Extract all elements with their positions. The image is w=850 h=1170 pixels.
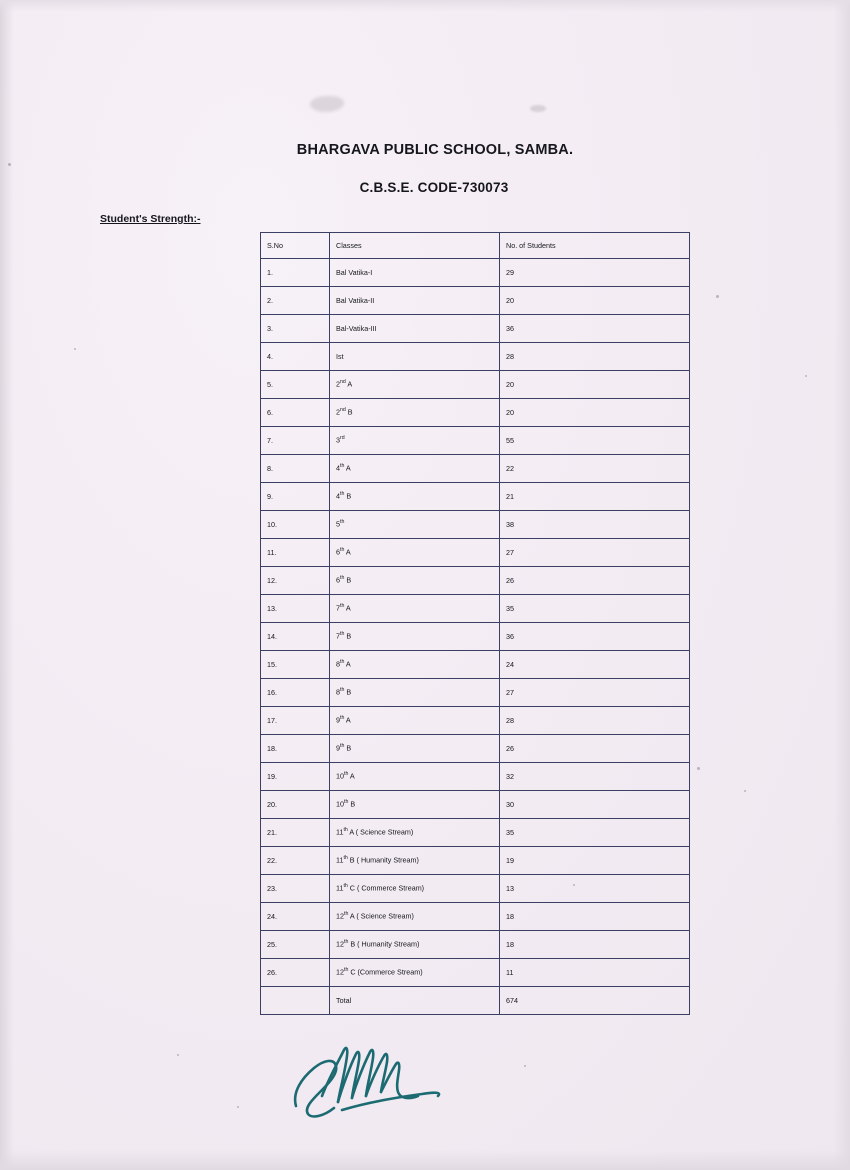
cell-class: 10th A [330,763,500,791]
table-row [261,651,690,679]
cell-sno: 13. [261,595,330,623]
cell-class: 4th B [330,483,500,511]
cell-sno: 2. [261,287,330,315]
cell-student-count: 28 [500,343,690,371]
column-header-classes: Classes [330,233,500,259]
table-row [261,987,690,1015]
cell-sno: 14. [261,623,330,651]
column-header-sno: S.No [261,233,330,259]
cell-class: 12th B ( Humanity Stream) [330,931,500,959]
scan-smudge-icon [530,105,546,112]
cell-student-count: 18 [500,903,690,931]
cell-sno: 9. [261,483,330,511]
cell-sno: 25. [261,931,330,959]
cell-student-count: 19 [500,847,690,875]
table-row [261,287,690,315]
cell-class: 11th A ( Science Stream) [330,819,500,847]
cell-sno: 8. [261,455,330,483]
cell-sno: 15. [261,651,330,679]
table-row [261,259,690,287]
cell-student-count: 18 [500,931,690,959]
scan-speck-icon [177,1054,179,1056]
cell-class: Bal Vatika-I [330,259,500,287]
cbse-code-heading: C.B.S.E. CODE-730073 [359,180,509,195]
cell-student-count: 22 [500,455,690,483]
school-name-heading: BHARGAVA PUBLIC SCHOOL, SAMBA. [296,142,574,158]
table-row [261,371,690,399]
cell-class: 7th A [330,595,500,623]
cell-student-count: 35 [500,595,690,623]
cell-class: 6th A [330,539,500,567]
cell-class: 10th B [330,791,500,819]
table-row [261,679,690,707]
cell-sno: 17. [261,707,330,735]
table-row [261,455,690,483]
table-header-row [261,233,690,259]
cell-sno: 11. [261,539,330,567]
cell-sno: 19. [261,763,330,791]
scan-smudge-icon [310,96,344,112]
cell-class: Ist [330,343,500,371]
table-row [261,847,690,875]
page-edge-shadow-bottom [0,1150,850,1170]
cell-student-count: 20 [500,371,690,399]
table-row [261,763,690,791]
table-row [261,903,690,931]
cell-student-count: 27 [500,679,690,707]
cell-student-count: 36 [500,623,690,651]
cell-sno: 4. [261,343,330,371]
scan-speck-icon [744,790,746,792]
cell-sno: 7. [261,427,330,455]
cell-student-count: 674 [500,987,690,1015]
cell-class: 3rd [330,427,500,455]
cell-student-count: 20 [500,287,690,315]
scan-speck-icon [74,348,76,350]
cell-sno: 12. [261,567,330,595]
table-row [261,791,690,819]
table-row [261,343,690,371]
cell-student-count: 26 [500,567,690,595]
cell-student-count: 36 [500,315,690,343]
table-row [261,819,690,847]
table-row [261,707,690,735]
cell-sno: 22. [261,847,330,875]
cell-class: 12th C (Commerce Stream) [330,959,500,987]
table-row [261,567,690,595]
cell-sno: 26. [261,959,330,987]
cell-class: 6th B [330,567,500,595]
cell-sno: 16. [261,679,330,707]
cell-sno: 10. [261,511,330,539]
cell-class: Bal Vatika-II [330,287,500,315]
cell-sno: 6. [261,399,330,427]
table-row [261,623,690,651]
cell-student-count: 55 [500,427,690,455]
cell-sno: 5. [261,371,330,399]
page-edge-shadow-left [0,0,14,1170]
cell-student-count: 27 [500,539,690,567]
cell-class: 5th [330,511,500,539]
cell-class: 2nd A [330,371,500,399]
cell-class: 11th C ( Commerce Stream) [330,875,500,903]
cell-class: Total [330,987,500,1015]
scan-speck-icon [237,1106,239,1108]
cell-sno: 3. [261,315,330,343]
cell-student-count: 35 [500,819,690,847]
table-row [261,735,690,763]
cell-class: 11th B ( Humanity Stream) [330,847,500,875]
cell-student-count: 29 [500,259,690,287]
table-row [261,315,690,343]
column-header-students: No. of Students [500,233,690,259]
scan-speck-icon [805,375,807,377]
cell-sno: 24. [261,903,330,931]
cell-class: 2nd B [330,399,500,427]
cell-student-count: 24 [500,651,690,679]
student-strength-table [260,232,690,1015]
cell-student-count: 28 [500,707,690,735]
scan-speck-icon [524,1065,526,1067]
page-edge-shadow-right [834,0,850,1170]
table-row [261,931,690,959]
cell-student-count: 32 [500,763,690,791]
cell-class: 8th A [330,651,500,679]
scan-speck-icon [697,767,700,770]
cell-student-count: 38 [500,511,690,539]
table-row [261,875,690,903]
table-row [261,399,690,427]
section-label: Student's Strength:- [100,213,201,225]
cell-class: 9th B [330,735,500,763]
cell-class: 4th A [330,455,500,483]
cell-student-count: 13 [500,875,690,903]
cell-sno: 18. [261,735,330,763]
cell-sno: 1. [261,259,330,287]
scan-speck-icon [8,163,11,166]
page-edge-shadow-top [0,0,850,12]
cell-class: 12th A ( Science Stream) [330,903,500,931]
cell-class: 8th B [330,679,500,707]
cell-class: 9th A [330,707,500,735]
table-row [261,427,690,455]
table-row [261,483,690,511]
cell-student-count: 11 [500,959,690,987]
cell-class: 7th B [330,623,500,651]
cell-sno: 20. [261,791,330,819]
table-row [261,539,690,567]
cell-sno: 21. [261,819,330,847]
table-row [261,595,690,623]
cell-student-count: 20 [500,399,690,427]
signature [282,1022,452,1122]
cell-student-count: 26 [500,735,690,763]
cell-sno: 23. [261,875,330,903]
cell-class: Bal-Vatika-III [330,315,500,343]
cell-sno [261,987,330,1015]
cell-student-count: 21 [500,483,690,511]
table-row [261,511,690,539]
cell-student-count: 30 [500,791,690,819]
scan-speck-icon [716,295,719,298]
table-row [261,959,690,987]
